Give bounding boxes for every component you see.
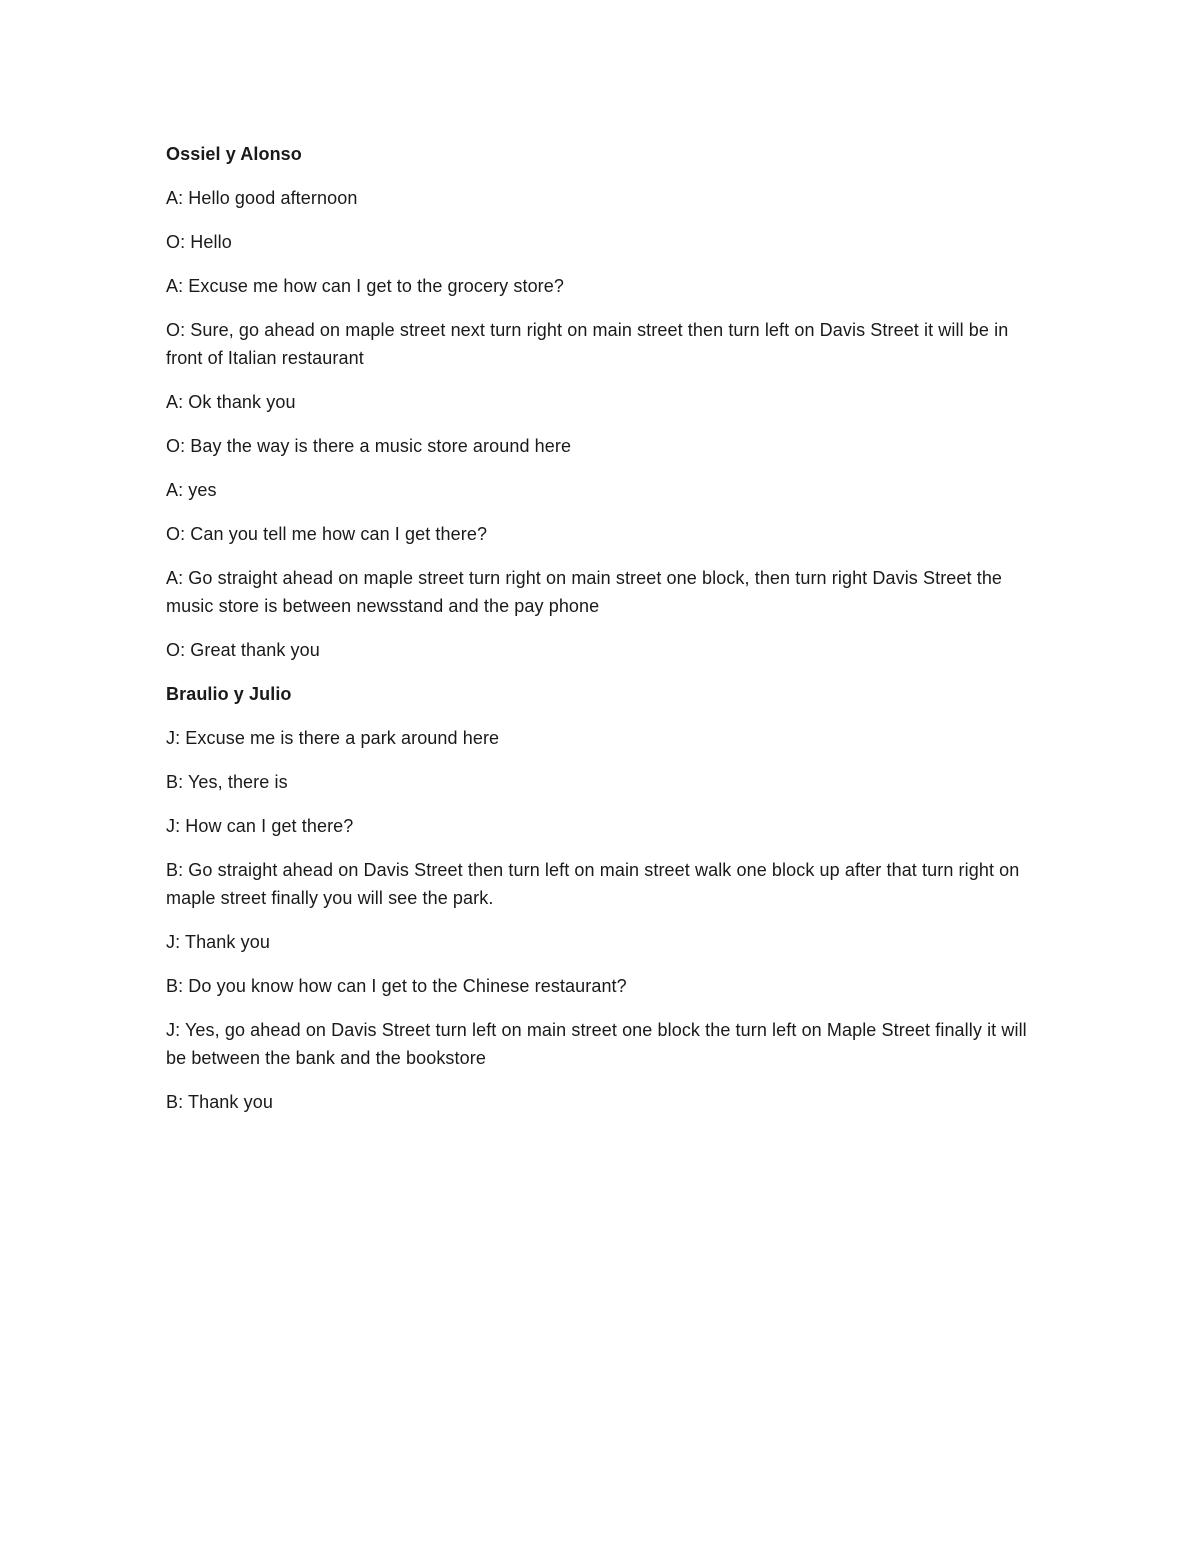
section-heading-ossiel-alonso: Ossiel y Alonso xyxy=(166,144,302,164)
dialogue-line: J: Thank you xyxy=(166,932,270,952)
dialogue-line: J: Excuse me is there a park around here xyxy=(166,728,500,748)
dialogue-line: B: Thank you xyxy=(166,1092,273,1112)
dialogue-line: A: Go straight ahead on maple street turn right on main street one block, then turn right Davis Street the music store is between newsstand and the pay phone xyxy=(166,568,1003,616)
dialogue-line: A: Ok thank you xyxy=(166,392,296,412)
dialogue-line: A: Excuse me how can I get to the grocery store? xyxy=(166,276,564,296)
dialogue-line: O: Sure, go ahead on maple street next turn right on main street then turn left on Davis Street it will be in front of Italian restaurant xyxy=(166,320,1009,368)
dialogue-line: O: Great thank you xyxy=(166,640,320,660)
dialogue-line: B: Go straight ahead on Davis Street then turn left on main street walk one block up after that turn right on maple street finally you will see the park. xyxy=(166,860,1020,908)
dialogue-line: A: yes xyxy=(166,480,217,500)
dialogue-line: J: Yes, go ahead on Davis Street turn left on main street one block the turn left on Maple Street finally it will be between the bank and the bookstore xyxy=(166,1020,1027,1068)
dialogue-line: B: Yes, there is xyxy=(166,772,288,792)
section-heading-braulio-julio: Braulio y Julio xyxy=(166,684,292,704)
dialogue-line: O: Hello xyxy=(166,232,232,252)
dialogue-line: O: Can you tell me how can I get there? xyxy=(166,524,488,544)
dialogue-line: B: Do you know how can I get to the Chinese restaurant? xyxy=(166,976,627,996)
dialogue-line: A: Hello good afternoon xyxy=(166,188,358,208)
dialogue-line: J: How can I get there? xyxy=(166,816,354,836)
dialogue-line: O: Bay the way is there a music store around here xyxy=(166,436,572,456)
document-body xyxy=(166,140,1034,1132)
